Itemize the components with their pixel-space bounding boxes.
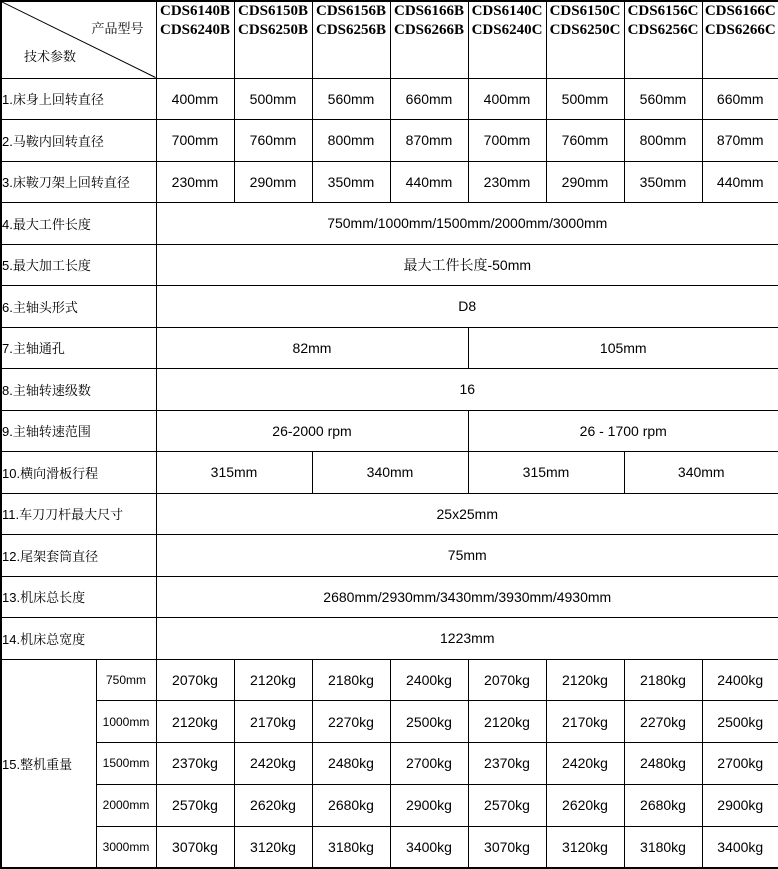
model-name-top: CDS6150B	[235, 2, 312, 21]
weight-value-cell: 3120kg	[546, 826, 624, 868]
weight-value-cell: 2480kg	[624, 743, 702, 785]
corner-cell	[1, 1, 156, 78]
spec-value-cell: 870mm	[702, 120, 778, 162]
spec-row	[1, 78, 778, 120]
spec-row	[1, 286, 778, 328]
spec-value-cell: 315mm	[468, 452, 624, 494]
spec-value-cell: 400mm	[156, 78, 234, 120]
row-label: 10.横向滑板行程	[1, 452, 156, 494]
row-label: 14.机床总宽度	[1, 618, 156, 660]
spec-value-cell: D8	[156, 286, 778, 328]
weight-row	[1, 743, 778, 785]
weight-value-cell: 2500kg	[390, 701, 468, 743]
spec-row	[1, 161, 778, 203]
weight-value-cell: 2120kg	[468, 701, 546, 743]
row-label: 9.主轴转速范围	[1, 410, 156, 452]
row-label: 5.最大加工长度	[1, 244, 156, 286]
spec-value-cell: 660mm	[702, 78, 778, 120]
weight-value-cell: 2170kg	[234, 701, 312, 743]
model-header	[234, 1, 312, 78]
row-label: 11.车刀刀杆最大尺寸	[1, 493, 156, 535]
spec-value-cell: 350mm	[624, 161, 702, 203]
model-name-bottom: CDS6256C	[625, 21, 702, 40]
spec-value-cell: 660mm	[390, 78, 468, 120]
row-label: 13.机床总长度	[1, 576, 156, 618]
weight-value-cell: 2680kg	[624, 784, 702, 826]
spec-value-cell: 315mm	[156, 452, 312, 494]
weight-value-cell: 3400kg	[702, 826, 778, 868]
weight-value-cell: 2620kg	[546, 784, 624, 826]
weight-value-cell: 2700kg	[390, 743, 468, 785]
weight-value-cell: 2500kg	[702, 701, 778, 743]
spec-value-cell: 400mm	[468, 78, 546, 120]
weight-value-cell: 3070kg	[156, 826, 234, 868]
spec-value-cell: 700mm	[468, 120, 546, 162]
weight-value-cell: 2180kg	[624, 659, 702, 701]
weight-value-cell: 2900kg	[390, 784, 468, 826]
weight-value-cell: 3070kg	[468, 826, 546, 868]
weight-length-label: 750mm	[96, 659, 156, 701]
corner-product-model-label: 产品型号	[91, 18, 143, 37]
spec-value-cell: 230mm	[156, 161, 234, 203]
model-header	[546, 1, 624, 78]
weight-value-cell: 2120kg	[156, 701, 234, 743]
weight-value-cell: 2680kg	[312, 784, 390, 826]
spec-value-cell: 760mm	[546, 120, 624, 162]
weight-length-label: 1000mm	[96, 701, 156, 743]
weight-value-cell: 3180kg	[312, 826, 390, 868]
weight-length-label: 2000mm	[96, 784, 156, 826]
spec-value-cell: 440mm	[702, 161, 778, 203]
weight-value-cell: 2570kg	[156, 784, 234, 826]
weight-length-label: 1500mm	[96, 743, 156, 785]
spec-value-cell: 26-2000 rpm	[156, 410, 468, 452]
model-header	[702, 1, 778, 78]
spec-value-cell: 870mm	[390, 120, 468, 162]
weight-value-cell: 2370kg	[468, 743, 546, 785]
spec-value-cell: 800mm	[312, 120, 390, 162]
spec-row	[1, 410, 778, 452]
row-label: 4.最大工件长度	[1, 203, 156, 245]
spec-row	[1, 244, 778, 286]
model-header	[390, 1, 468, 78]
weight-value-cell: 2180kg	[312, 659, 390, 701]
model-name-top: CDS6140B	[157, 2, 234, 21]
model-header	[312, 1, 390, 78]
spec-value-cell: 75mm	[156, 535, 778, 577]
spec-table-body	[1, 1, 778, 868]
weight-row	[1, 701, 778, 743]
spec-row	[1, 327, 778, 369]
spec-value-cell: 500mm	[546, 78, 624, 120]
model-name-bottom: CDS6266C	[703, 21, 778, 40]
weight-value-cell: 2120kg	[234, 659, 312, 701]
weight-row	[1, 784, 778, 826]
model-name-bottom: CDS6250B	[235, 21, 312, 40]
spec-value-cell: 最大工件长度-50mm	[156, 244, 778, 286]
spec-row	[1, 120, 778, 162]
row-label: 1.床身上回转直径	[1, 78, 156, 120]
spec-value-cell: 26 - 1700 rpm	[468, 410, 778, 452]
model-header	[156, 1, 234, 78]
spec-row	[1, 369, 778, 411]
spec-row	[1, 452, 778, 494]
row-label: 12.尾架套筒直径	[1, 535, 156, 577]
model-name-bottom: CDS6256B	[313, 21, 390, 40]
spec-value-cell: 800mm	[624, 120, 702, 162]
spec-value-cell: 82mm	[156, 327, 468, 369]
weight-value-cell: 3180kg	[624, 826, 702, 868]
spec-value-cell: 340mm	[624, 452, 778, 494]
row-label: 6.主轴头形式	[1, 286, 156, 328]
spec-value-cell: 750mm/1000mm/1500mm/2000mm/3000mm	[156, 203, 778, 245]
row-label: 2.马鞍内回转直径	[1, 120, 156, 162]
weight-value-cell: 2070kg	[156, 659, 234, 701]
spec-row	[1, 493, 778, 535]
weight-value-cell: 2070kg	[468, 659, 546, 701]
spec-value-cell: 340mm	[312, 452, 468, 494]
row-label: 8.主轴转速级数	[1, 369, 156, 411]
spec-value-cell: 105mm	[468, 327, 778, 369]
spec-row	[1, 576, 778, 618]
row-label: 3.床鞍刀架上回转直径	[1, 161, 156, 203]
weight-value-cell: 2700kg	[702, 743, 778, 785]
weight-value-cell: 2620kg	[234, 784, 312, 826]
row-label: 7.主轴通孔	[1, 327, 156, 369]
weight-value-cell: 3120kg	[234, 826, 312, 868]
spec-value-cell: 1223mm	[156, 618, 778, 660]
spec-value-cell: 440mm	[390, 161, 468, 203]
spec-value-cell: 25x25mm	[156, 493, 778, 535]
spec-value-cell: 16	[156, 369, 778, 411]
model-name-top: CDS6150C	[547, 2, 624, 21]
weight-value-cell: 2400kg	[390, 659, 468, 701]
model-name-top: CDS6156C	[625, 2, 702, 21]
spec-value-cell: 700mm	[156, 120, 234, 162]
model-name-bottom: CDS6240B	[157, 21, 234, 40]
spec-row	[1, 618, 778, 660]
model-name-top: CDS6166C	[703, 2, 778, 21]
spec-value-cell: 350mm	[312, 161, 390, 203]
weight-length-label: 3000mm	[96, 826, 156, 868]
spec-value-cell: 290mm	[546, 161, 624, 203]
spec-value-cell: 560mm	[312, 78, 390, 120]
weight-value-cell: 2400kg	[702, 659, 778, 701]
weight-section-label: 15.整机重量	[1, 659, 96, 868]
spec-value-cell: 500mm	[234, 78, 312, 120]
spec-value-cell: 290mm	[234, 161, 312, 203]
corner-tech-params-label: 技术参数	[24, 46, 76, 65]
model-header	[468, 1, 546, 78]
spec-row	[1, 203, 778, 245]
model-name-top: CDS6166B	[391, 2, 468, 21]
model-name-top: CDS6140C	[469, 2, 546, 21]
weight-value-cell: 2270kg	[312, 701, 390, 743]
spec-value-cell: 760mm	[234, 120, 312, 162]
model-header	[624, 1, 702, 78]
model-name-bottom: CDS6250C	[547, 21, 624, 40]
model-name-top: CDS6156B	[313, 2, 390, 21]
spec-value-cell: 2680mm/2930mm/3430mm/3930mm/4930mm	[156, 576, 778, 618]
diagonal-line	[2, 2, 156, 78]
weight-row	[1, 826, 778, 868]
weight-value-cell: 3400kg	[390, 826, 468, 868]
weight-value-cell: 2270kg	[624, 701, 702, 743]
spec-value-cell: 230mm	[468, 161, 546, 203]
weight-value-cell: 2570kg	[468, 784, 546, 826]
spec-row	[1, 535, 778, 577]
weight-value-cell: 2370kg	[156, 743, 234, 785]
header-row	[1, 1, 778, 78]
weight-row	[1, 659, 778, 701]
weight-value-cell: 2420kg	[546, 743, 624, 785]
spec-value-cell: 560mm	[624, 78, 702, 120]
weight-value-cell: 2480kg	[312, 743, 390, 785]
weight-value-cell: 2420kg	[234, 743, 312, 785]
weight-value-cell: 2170kg	[546, 701, 624, 743]
weight-value-cell: 2900kg	[702, 784, 778, 826]
weight-value-cell: 2120kg	[546, 659, 624, 701]
model-name-bottom: CDS6266B	[391, 21, 468, 40]
model-name-bottom: CDS6240C	[469, 21, 546, 40]
